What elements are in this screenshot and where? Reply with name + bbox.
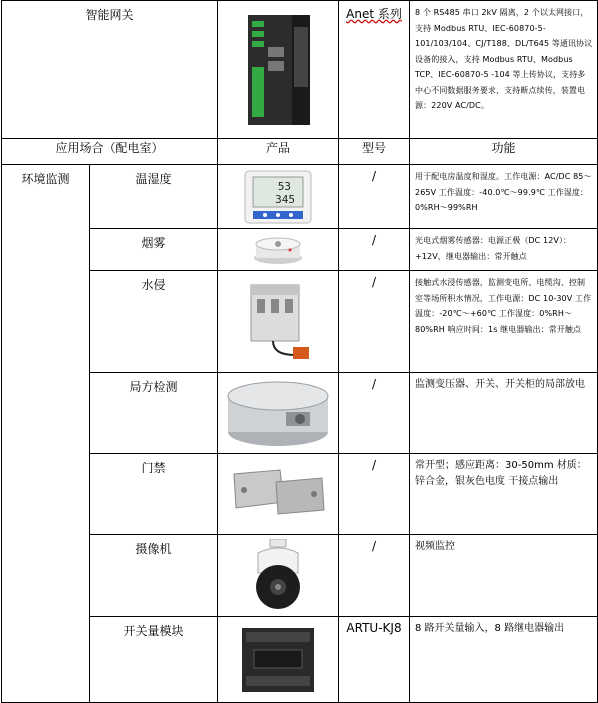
gateway-device-icon [238,7,318,132]
gateway-model: Anet 系列 [339,1,410,139]
partial-discharge-sensor-icon [224,376,332,450]
ptz-camera-icon [246,539,310,613]
water-leak-sensor-icon [233,277,323,367]
display-humidity: 53 [277,179,292,193]
product-image-cell [218,373,339,454]
row-model: / [339,535,410,617]
row-function: 光电式烟雾传感器：电源正极（DC 12V）：+12V，继电器输出：常开触点 [410,229,598,271]
product-image-cell [218,454,339,535]
gateway-description: 8 个 RS485 串口 2kV 隔离，2 个以太网接口，支持 Modbus RTU、IEC-60870-5-101/103/104、CJ/T188、DL/T645 等通讯协议设备的接入，支持 Modbus RTU、Modbus TCP、IEC-60870-5 -104 等上传协议，支持多中心不同数据服务要求，支持断点续传，装置电源：220V AC/DC。 [410,1,598,139]
row-model: ARTU-KJ8 [339,617,410,703]
row-name: 温湿度 [90,165,218,229]
row-name: 开关量模块 [90,617,218,703]
door-magnetic-sensor-icon [228,462,328,526]
product-image-cell [218,229,339,271]
gateway-label: 智能网关 [2,1,218,139]
category-label: 环境监测 [2,165,90,703]
row-model: / [339,454,410,535]
header-model: 型号 [339,139,410,165]
row-model: / [339,165,410,229]
display-temperature: 345 [275,192,296,206]
row-function: 监测变压器、开关、开关柜的局部放电 [410,373,598,454]
row-model: / [339,229,410,271]
switch-io-module-icon [236,624,320,696]
row-function: 视频监控 [410,535,598,617]
row-function: 8 路开关量输入，8 路继电器输出 [410,617,598,703]
row-model: / [339,271,410,373]
smoke-detector-icon [248,232,308,268]
row-name: 烟雾 [90,229,218,271]
row-name: 局方检测 [90,373,218,454]
product-image-cell [218,535,339,617]
gateway-image-cell [218,1,339,139]
row-function: 接触式水浸传感器，监测变电所、电缆沟、控制室等场所积水情况，工作电源：DC 10-30V 工作温度：-20℃～+60℃ 工作湿度：0%RH～80%RH 响应时间：1s 继电器输出：常开触点 [410,271,598,373]
header-scenario: 应用场合（配电室） [2,139,218,165]
row-function: 常开型；感应距离：30-50mm 材质：锌合金，银灰色电度 干接点输出 [410,454,598,535]
header-function: 功能 [410,139,598,165]
product-image-cell [218,165,339,229]
product-image-cell [218,271,339,373]
product-table [1,0,598,703]
thermo-hygrometer-icon [241,169,315,225]
row-name: 摄像机 [90,535,218,617]
row-model: / [339,373,410,454]
row-name: 门禁 [90,454,218,535]
header-product: 产品 [218,139,339,165]
row-function: 用于配电房温度和湿度。工作电源：AC/DC 85～265V 工作温度：-40.0℃～99.9℃ 工作湿度：0%RH～99%RH [410,165,598,229]
product-image-cell [218,617,339,703]
row-name: 水侵 [90,271,218,373]
